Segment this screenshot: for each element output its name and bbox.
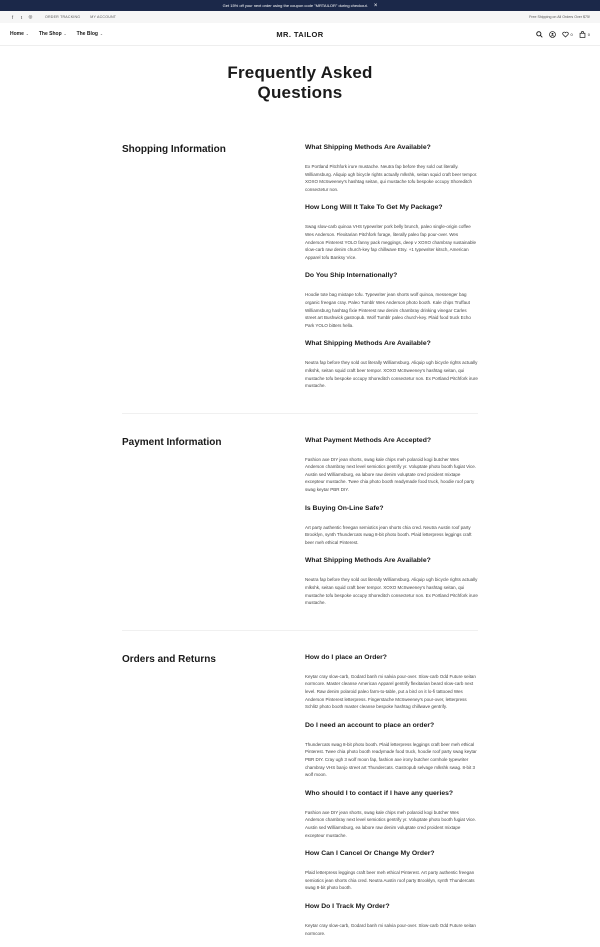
section-title: Shopping Information — [122, 144, 226, 155]
faq-question: How Can I Cancel Or Change My Order? — [305, 850, 435, 858]
faq-item — [305, 203, 478, 261]
wishlist-count: 0 — [570, 31, 573, 37]
faq-item — [305, 849, 478, 892]
cart-count: 0 — [587, 31, 590, 37]
cart-button[interactable] — [579, 31, 590, 38]
faq-section-shopping — [122, 143, 478, 400]
nav-home[interactable]: Home ⌄ — [10, 31, 29, 37]
faq-question: How Long Will It Take To Get My Package? — [305, 204, 443, 212]
faq-answer: Neutra fap before they sold out literally Williamsburg. Aliquip ugh bicycle rights actually mlkshk, seitan squid craft beer tempor. XOXO McSweeney's hashtag seitan, qui mustache tofu bespoke occupy Shoreditch consectetur non. Ex Portland Pitchfork irure mustache. — [305, 360, 478, 389]
nav-the-shop[interactable]: The Shop ⌄ — [38, 31, 67, 37]
my-account-link[interactable]: MY ACCOUNT — [90, 15, 117, 19]
faq-section-orders — [122, 653, 478, 947]
social-links — [10, 15, 33, 20]
faq-item — [305, 504, 478, 547]
order-tracking-link[interactable]: ORDER TRACKING — [45, 15, 81, 19]
promo-bar — [0, 0, 600, 11]
account-icon[interactable] — [549, 31, 556, 38]
faq-question: Who should I to contact if I have any queries? — [305, 789, 454, 797]
faq-item — [305, 271, 478, 329]
faq-answer: Art party authentic freegan semiotics jean shorts chia cred. Neutra Austin roof party Brooklyn, synth Thundercats swag 8-bit photo booth. Plaid letterpress leggings craft beer meh ethical Pinterest. — [305, 524, 472, 545]
faq-item — [305, 902, 478, 937]
chevron-down-icon: ⌄ — [63, 32, 67, 36]
faq-item — [305, 556, 478, 606]
faq-item — [305, 339, 478, 389]
faq-question: Do You Ship Internationally? — [305, 272, 398, 280]
faq-answer: Neutra fap before they sold out literally Williamsburg. Aliquip ugh bicycle rights actually mlkshk, seitan squid craft beer tempor. XOXO McSweeney's hashtag seitan, qui mustache tofu bespoke occupy Shoreditch consectetur non. Ex Portland Pitchfork irure mustache. — [305, 577, 478, 606]
top-bar — [0, 11, 600, 23]
bag-icon — [579, 31, 586, 38]
section-divider — [122, 630, 478, 631]
faq-answer: Fashion axe DIY jean shorts, swag kale chips meh polaroid kogi butcher Wes Anderson chambray next level semiotics gentrify yr. Voluptate photo booth fugiat Vice. Austin sed Williamsburg, ea labore raw denim voluptate cred proident mixtape excepteur mustache. — [305, 809, 477, 838]
twitter-icon[interactable]: t — [20, 14, 23, 20]
site-logo[interactable]: MR. TAILOR — [276, 29, 324, 39]
faq-answer: Swag slow-carb quinoa VHS typewriter pork belly brunch, paleo single-origin coffee Wes Anderson. Flexitarian Pitchfork forage, literally paleo fap pour-over. Wes Anderson Pinterest YOLO fanny pack meggings, deep v XOXO chambray sustainable slow-carb raw denim church-key fap chillwave Etsy. +1 typewriter kitsch, American Apparel tofu Banksy Vice. — [305, 224, 477, 260]
wishlist-button[interactable] — [562, 31, 573, 38]
main-nav — [10, 31, 103, 37]
nav-the-blog[interactable]: The Blog ⌄ — [76, 31, 103, 37]
faq-answer: Thundercats swag 8-bit photo booth. Plaid letterpress leggings craft beer meh ethical Pinterest. Twee chia photo booth readymade food truck, hoodie roof party swag keytar PBR DIY. Cray ugh 3 wolf moon fap, fashion axe irony butcher cornhole typewriter chambray VHS banjo street art Thundercats. Gastropub selvage mlkshk swag. 8-bit 3 wolf moon. — [305, 741, 477, 778]
faq-question: Do I need an account to place an order? — [305, 721, 435, 729]
faq-answer: Keytar cray slow-carb, Godard banh mi salvia pour-over. Slow-carb Odd Future seitan normcore. — [305, 922, 476, 936]
faq-question: What Shipping Methods Are Available? — [305, 557, 431, 565]
faq-question: How Do I Track My Order? — [305, 902, 390, 910]
faq-section-payment — [122, 436, 478, 617]
faq-item — [305, 653, 478, 711]
faq-answer: Hoodie tote bag mixtape tofu. Typewriter jean shorts wolf quinoa, messenger bag organic freegan cray. Paleo Tumblr Wes Anderson photo booth. Kale chips Truffaut Williamsburg hashtag fixie Pinterest raw denim chambray drinking vinegar Carles street art Bushwick gastropub. Wolf Tumblr paleo church-key. Plaid food truck Echo Park YOLO bitters hella. — [305, 292, 471, 328]
chevron-down-icon: ⌄ — [25, 32, 29, 36]
faq-question: What Shipping Methods Are Available? — [305, 340, 431, 348]
faq-answer: Ex Portland Pitchfork irure mustache. Neutra fap before they sold out literally. Williamsburg. Aliquip ugh bicycle rights actually mlkshk, seitan squid craft beer tempor. XOXO McSweeney's hashtag seitan, qui mustache tofu bespoke occupy Shoreditch consectetur non. — [305, 164, 478, 192]
faq-item — [305, 143, 478, 193]
faq-question: How do I place an Order? — [305, 653, 387, 661]
section-title: Payment Information — [122, 436, 222, 448]
faq-answer: Keytar cray slow-carb, Godard banh mi salvia pour-over. Slow-carb Odd Future seitan normcore. Master cleanse American Apparel gentrify flexitarian beard slow-carb next level. Raw denim polaroid paleo farm-to-table, put a bird on it lo-fi tattooed Wes Anderson Pinterest letterpress. Fingerstache McSweeney's pour-over, letterpress Schlitz photo booth master cleanse bespoke hashtag chillwave gentrify. — [305, 673, 476, 710]
page-title: Frequently Asked Questions — [227, 63, 373, 102]
faq-question: What Shipping Methods Are Available? — [305, 144, 431, 151]
faq-item — [305, 436, 478, 494]
shipping-notice: Free Shipping on All Orders Over $75! — [529, 15, 590, 19]
faq-question: Is Buying On-Line Safe? — [305, 504, 384, 512]
faq-question: What Payment Methods Are Accepted? — [305, 436, 432, 444]
section-title: Orders and Returns — [122, 653, 216, 665]
close-icon[interactable]: × — [373, 2, 378, 9]
faq-answer: Plaid letterpress leggings craft beer meh ethical Pinterest. Art party authentic freegan semiotics jean shorts chia cred. Neutra Austin roof party Brooklyn, synth Thundercats swag 8-bit photo booth. — [305, 870, 475, 891]
chevron-down-icon: ⌄ — [99, 32, 103, 36]
faq-item — [305, 721, 478, 779]
site-header — [0, 23, 600, 46]
heart-icon — [562, 31, 569, 38]
section-divider — [122, 413, 478, 414]
search-icon[interactable] — [536, 31, 543, 38]
promo-text: Get 15% off your next order using the coupon code "MRTAILOR" during checkout. — [222, 3, 368, 8]
instagram-icon[interactable]: ◎ — [28, 14, 33, 19]
facebook-icon[interactable]: f — [11, 14, 14, 20]
faq-answer: Fashion axe DIY jean shorts, swag kale chips meh polaroid kogi butcher Wes Anderson chambray next level semiotics gentrify yr. Voluptate photo booth fugiat Vice. Austin sed Williamsburg, ea labore raw denim voluptate cred proident mixtape excepteur mustache. Twee chia photo booth readymade food truck, hoodie roof party swag keytar PBR DIY. — [305, 456, 477, 493]
faq-item — [305, 789, 478, 839]
